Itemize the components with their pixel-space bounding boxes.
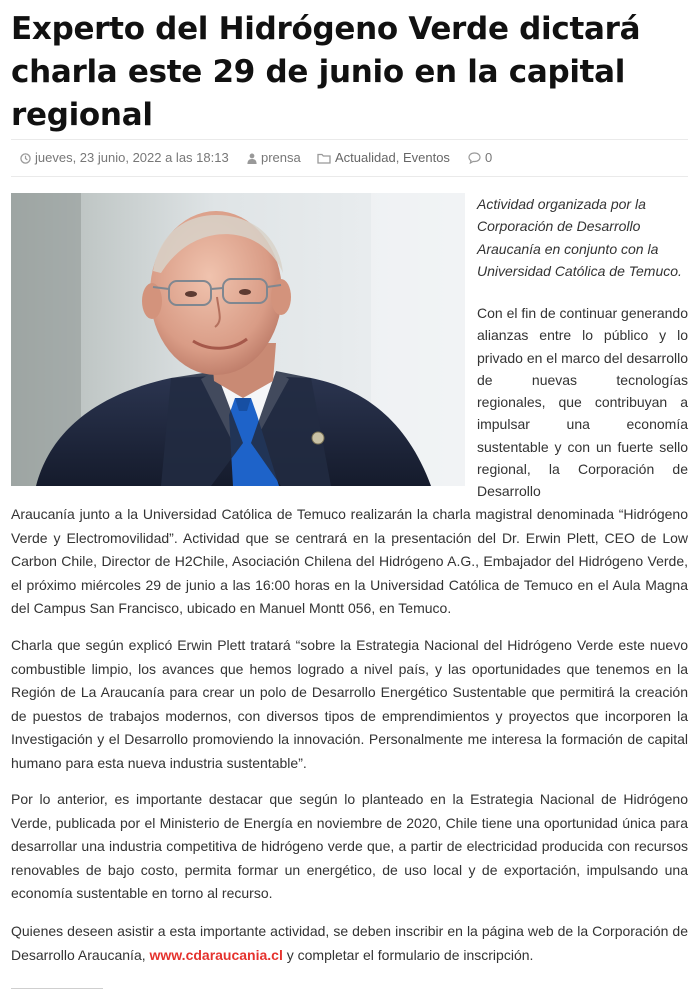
post-comments[interactable] [468,150,492,165]
paragraph-4-text-a: Quienes deseen asistir a esta importante actividad, se deben inscribir en la página web de la Corporación de Desarrollo Araucanía, [11,923,688,963]
category-link-eventos[interactable]: Eventos [402,150,450,165]
article-lead: Actividad organizada por la Corporación de Desarrollo Araucanía en conjunto con la Universidad Católica de Temuco. [477,196,682,279]
post-date [20,150,229,165]
user-icon [247,153,257,164]
post-author-link[interactable]: prensa [261,150,301,165]
paragraph-2: Charla que según explicó Erwin Plett tratará “sobre la Estrategia Nacional del Hidrógeno Verde este nuevo combustible limpio, los avances que hemos logrado a nivel país, y las oportunidades que tenemos en la Región de La Araucanía para crear un polo de Desarrollo Energético Sustentable que permitirá la creación de puestos de trabajos modernos, con diversos tipos de emprendimientos y proyectos que incorporen la Investigación y el Desarrollo promoviendo la innovación. Personalmente me interesa la formación de capital humano para esta nueva industria sustentable”. [11,637,688,771]
paragraph-1-side: Con el fin de continuar generando alianzas entre lo público y lo privado en el marco del desarrollo de nuevas tecnologías regionales, que contribuyan a impulsar una economía sustentable y con un fuerte sello regional, la Corporación de Desarrollo [477,305,688,500]
featured-image [11,193,465,486]
website-link[interactable]: www.cdaraucania.cl [149,946,283,963]
paragraph-3: Por lo anterior, es importante destacar que según lo planteado en la Estrategia Nacional de Hidrógeno Verde, publicada por el Ministerio de Energía en noviembre de 2020, Chile tiene una oportunidad única para desarrollar una industria competitiva de hidrógeno verde que, a partir de electricidad producida con recursos renovables de bajo costo, permita formar un energético, de uso local y de exportación, impulsando una economía sustentable en torno al recurso. [11,791,688,901]
post-categories: Actualidad, Eventos [317,150,450,165]
post-meta [11,139,688,177]
article-title: Experto del Hidrógeno Verde dictará charla este 29 de junio en la capital regional [11,11,641,133]
paragraph-4-text-b: y completar el formulario de inscripción. [282,946,534,963]
comment-icon [468,152,481,164]
portrait-photo [11,193,465,486]
category-link-actualidad[interactable]: Actualidad [335,150,396,165]
paragraph-4 [11,920,688,967]
folder-icon [317,153,331,164]
comment-count[interactable]: 0 [485,150,493,165]
post-author[interactable] [247,150,301,165]
paragraph-1-continued: Araucanía junto a la Universidad Católica de Temuco realizarán la charla magistral denominada “Hidrógeno Verde y Electromovilidad”. Actividad que se centrará en la presentación del Dr. Erwin Plett, CEO de Low Carbon Chile, Director de H2Chile, Asociación Chilena del Hidrógeno A.G., Embajador del Hidrógeno Verde, el próximo miércoles 29 de junio a las 16:00 horas en la Universidad Católica de Temuco en el Aula Magna del Campus San Francisco, ubicado en Manuel Montt 056, en Temuco. [11,506,688,616]
clock-icon [20,153,31,164]
post-date-text: jueves, 23 junio, 2022 a las 18:13 [35,150,229,165]
divider [11,988,103,989]
